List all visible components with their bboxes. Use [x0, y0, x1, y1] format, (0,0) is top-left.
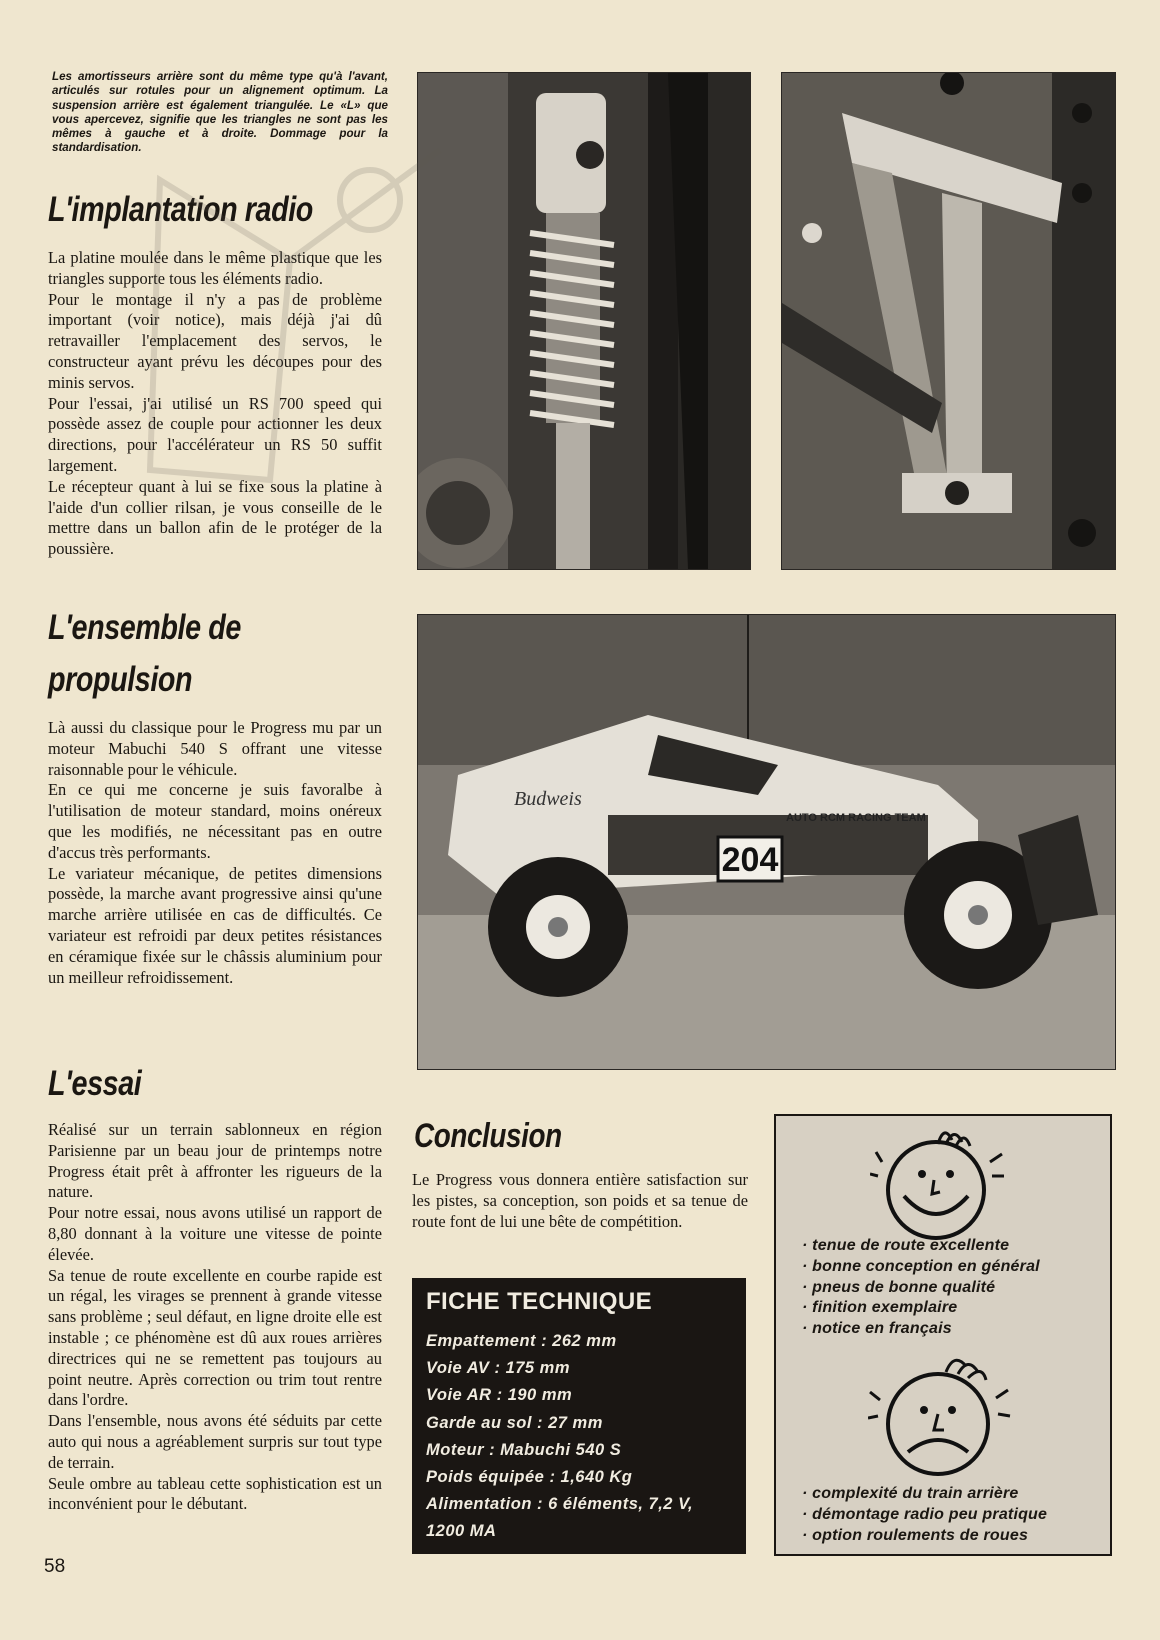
pro-item: · pneus de bonne qualité — [802, 1278, 996, 1296]
pro-item: · bonne conception en général — [802, 1257, 1040, 1275]
paragraph: Là aussi du classique pour le Progress mu par un moteur Mabuchi 540 S offrant une vitesse raisonnable pour le véhicule. — [48, 718, 382, 779]
paragraph: Dans l'ensemble, nous avons été séduits par cette auto qui nous a agréablement surpris sur tout type de terrain. — [48, 1411, 382, 1472]
smiley-happy-icon — [870, 1122, 1010, 1246]
photo-rear-shock — [417, 72, 751, 570]
paragraph: Le variateur mécanique, de petites dimensions possède, la marche avant progressive ainsi qu'une marche arrière utilisée en cas de difficultés. Ce variateur est refroidi par deux petites résistances en céramique fixée sur le châssis aluminium pour un meilleur refroidissement. — [48, 863, 382, 987]
spec-battery: Alimentation : 6 éléments, 7,2 V, — [426, 1495, 694, 1514]
car-number-text: 204 — [721, 841, 779, 879]
paragraph: Seule ombre au tableau cette sophistication est un inconvénient pour le débutant. — [48, 1473, 382, 1514]
fiche-title: FICHE TECHNIQUE — [426, 1288, 653, 1315]
section-heading-propulsion-line1: L'ensemble de — [48, 608, 241, 647]
pro-item: · tenue de route excellente — [802, 1237, 1010, 1254]
spec-weight: Poids équipée : 1,640 Kg — [426, 1468, 633, 1487]
section-heading-radio: L'implantation radio — [48, 190, 313, 229]
paragraph: Pour le montage il n'y a pas de problème important (voir notice), mais déjà j'ai dû retravailler l'emplacement des servos, le constructeur ayant prévu les découpes pour des minis servos. — [48, 289, 382, 392]
spec-front-track: Voie AV : 175 mm — [426, 1359, 571, 1378]
paragraph: Sa tenue de route excellente en courbe rapide est un régal, les virages se prennent à grande vitesse sans problème ; seul défaut, en ligne droite elle est instable ; ce phénomène est dû aux roues arrières directrices qui ne se remettent pas toujours au point neutre. Après correction ou trim tout rentre dans l'ordre. — [48, 1265, 382, 1410]
spec-wheelbase: Empattement : 262 mm — [426, 1332, 617, 1350]
page-number: 58 — [44, 1556, 66, 1577]
smiley-sad-icon — [868, 1352, 1014, 1484]
paragraph: Réalisé sur un terrain sablonneux en région Parisienne par un beau jour de printemps notre Progress était prêt à affronter les rigueurs de la nature. — [48, 1120, 382, 1202]
section-radio-body — [48, 248, 382, 560]
conclusion-heading: Conclusion — [414, 1117, 562, 1155]
paragraph: Le récepteur quant à lui se fixe sous la platine à l'aide d'un collier rilsan, je vous conseille de le mettre dans un ballon afin de le protéger de la poussière. — [48, 476, 382, 559]
section-heading-propulsion-line2: propulsion — [48, 660, 193, 699]
car-sponsor-text: AUTO RCM RACING TEAM — [786, 812, 926, 824]
paragraph: Pour l'essai, j'ai utilisé un RS 700 speed qui possède assez de couple pour actionner les deux directions, pour l'accélérateur un RS 50 suffit largement. — [48, 393, 382, 475]
section-essai-body — [48, 1120, 382, 1515]
photo-rear-triangle — [781, 72, 1116, 570]
con-item: · option roulements de roues — [802, 1526, 1029, 1544]
spec-motor: Moteur : Mabuchi 540 S — [426, 1440, 622, 1459]
pro-item: · notice en français — [802, 1320, 952, 1338]
con-item: · complexité du train arrière — [802, 1485, 1019, 1502]
section-heading-essai: L'essai — [48, 1064, 142, 1103]
spec-rear-track: Voie AR : 190 mm — [426, 1386, 573, 1405]
spec-ground-clearance: Garde au sol : 27 mm — [426, 1413, 603, 1432]
section-propulsion-body — [48, 718, 382, 988]
con-item: · démontage radio peu pratique — [802, 1505, 1048, 1523]
photo-caption: Les amortisseurs arrière sont du même type qu'à l'avant, articulés sur rotules pour un alignement optimum. La suspension arrière est également triangulée. Le «L» que vous apercevez, signifie que les triangles ne sont pas les mêmes à gauche et à droite. Dommage pour la standardisation. — [52, 70, 388, 155]
paragraph: La platine moulée dans le même plastique que les triangles supporte tous les éléments radio. — [48, 248, 382, 288]
conclusion-text: Le Progress vous donnera entière satisfaction sur les pistes, sa conception, son poids et sa tenue de route font de lui une bête de compétition. — [412, 1170, 748, 1231]
fiche-technique-box — [412, 1278, 746, 1554]
pro-item: · finition exemplaire — [802, 1299, 958, 1317]
photo-car-side — [417, 614, 1116, 1070]
paragraph: Pour notre essai, nous avons utilisé un rapport de 8,80 donnant à la voiture une vitesse de pointe élevée. — [48, 1203, 382, 1264]
car-brand-text: Budweis — [514, 788, 582, 810]
spec-battery-capacity: 1200 MA — [426, 1522, 497, 1541]
paragraph: En ce qui me concerne je suis favoralbe à l'utilisation de moteur standard, moins onéreux que les modifiés, ne nécessitant pas en outre d'accus très performants. — [48, 780, 382, 862]
pros-cons-box — [774, 1114, 1112, 1556]
pros-list — [802, 1236, 1040, 1340]
cons-list — [802, 1484, 1047, 1546]
